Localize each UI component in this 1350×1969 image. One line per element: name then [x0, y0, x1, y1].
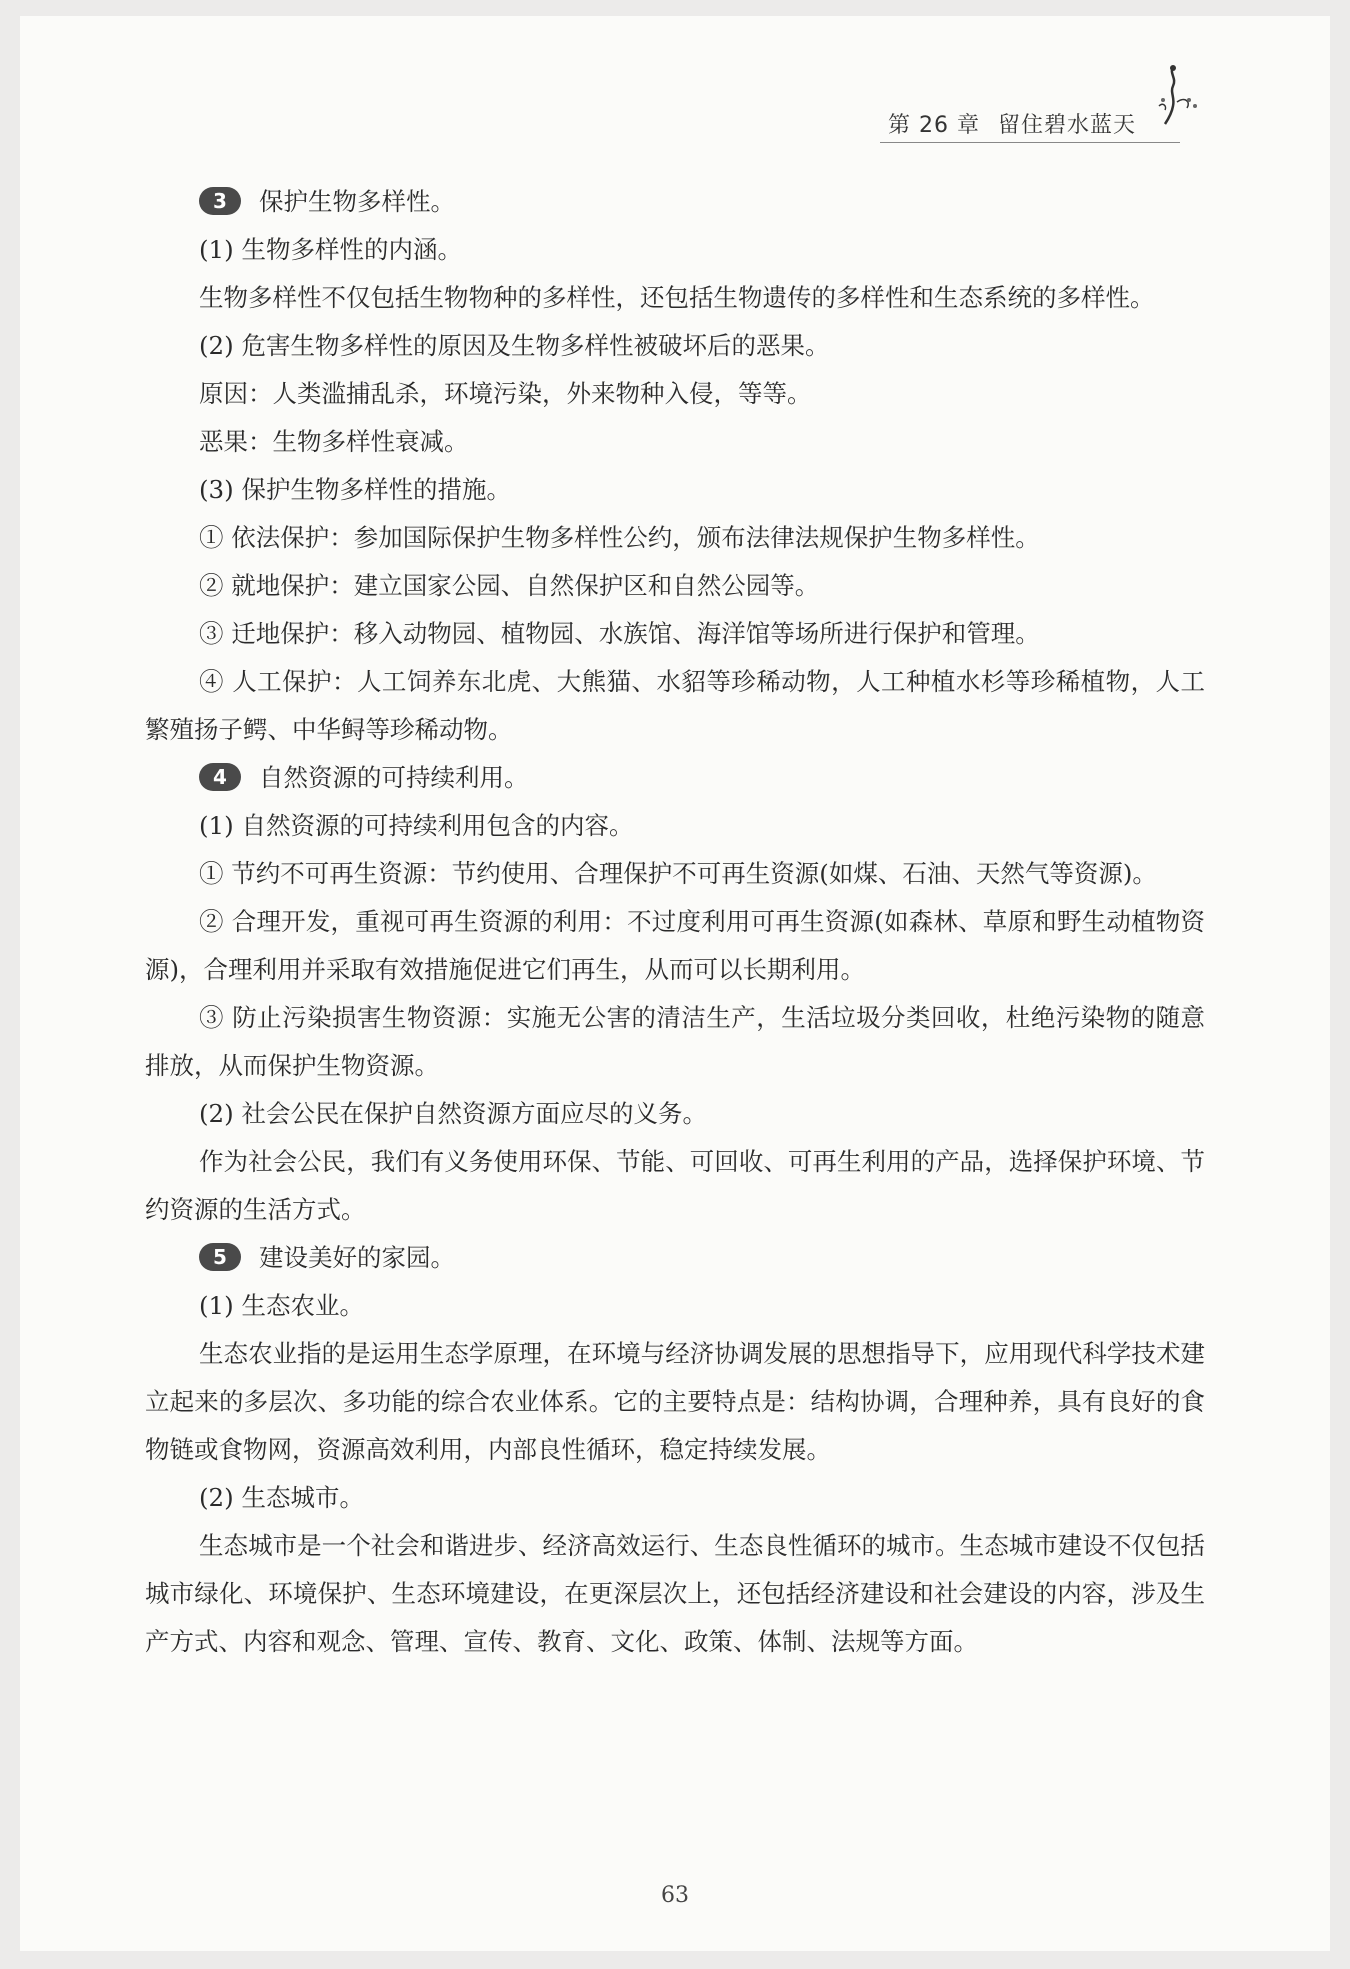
section-heading — [145, 1234, 1205, 1282]
header-divider — [880, 142, 1180, 143]
section-heading — [145, 754, 1205, 802]
paragraph: ③ 防止污染损害生物资源：实施无公害的清洁生产，生活垃圾分类回收，杜绝污染物的随意排放，从而保护生物资源。 — [145, 1003, 1205, 1080]
paragraph: ③ 迁地保护：移入动物园、植物园、水族馆、海洋馆等场所进行保护和管理。 — [199, 619, 1040, 648]
chapter-number: 第 26 章 — [888, 113, 980, 138]
paragraph: 作为社会公民，我们有义务使用环保、节能、可回收、可再生利用的产品，选择保护环境、节约资源的生活方式。 — [145, 1147, 1205, 1224]
paragraph: 生态农业指的是运用生态学原理，在环境与经济协调发展的思想指导下，应用现代科学技术建立起来的多层次、多功能的综合农业体系。它的主要特点是：结构协调，合理种养，具有良好的食物链或食物网，资源高效利用，内部良性循环，稳定持续发展。 — [145, 1339, 1205, 1464]
paragraph: (2) 危害生物多样性的原因及生物多样性被破坏后的恶果。 — [199, 331, 830, 360]
paragraph: ② 合理开发，重视可再生资源的利用：不过度利用可再生资源(如森林、草原和野生动植物资源)，合理利用并采取有效措施促进它们再生，从而可以长期利用。 — [145, 907, 1205, 984]
paragraph: (1) 自然资源的可持续利用包含的内容。 — [199, 811, 634, 840]
section-title: 保护生物多样性。 — [259, 187, 455, 216]
decorative-ornament-icon — [1155, 62, 1205, 142]
section-title: 自然资源的可持续利用。 — [259, 763, 529, 792]
paragraph: (1) 生态农业。 — [199, 1291, 364, 1320]
paragraph: (2) 生态城市。 — [199, 1483, 364, 1512]
paragraph: (3) 保护生物多样性的措施。 — [199, 475, 511, 504]
paragraph: 原因：人类滥捕乱杀，环境污染，外来物种入侵，等等。 — [199, 379, 812, 408]
section-title: 建设美好的家园。 — [259, 1243, 455, 1272]
paragraph: 生物多样性不仅包括生物物种的多样性，还包括生物遗传的多样性和生态系统的多样性。 — [199, 283, 1155, 312]
paragraph: (2) 社会公民在保护自然资源方面应尽的义务。 — [199, 1099, 707, 1128]
chapter-title: 留住碧水蓝天 — [997, 113, 1136, 138]
section-number-badge: 5 — [199, 1243, 241, 1271]
section-number-badge: 4 — [199, 763, 241, 791]
paragraph: 生态城市是一个社会和谐进步、经济高效运行、生态良性循环的城市。生态城市建设不仅包括城市绿化、环境保护、生态环境建设，在更深层次上，还包括经济建设和社会建设的内容，涉及生产方式、内容和观念、管理、宣传、教育、文化、政策、体制、法规等方面。 — [145, 1531, 1205, 1656]
paragraph: ④ 人工保护：人工饲养东北虎、大熊猫、水貂等珍稀动物，人工种植水杉等珍稀植物，人工繁殖扬子鳄、中华鲟等珍稀动物。 — [145, 667, 1205, 744]
paragraph: ① 节约不可再生资源：节约使用、合理保护不可再生资源(如煤、石油、天然气等资源)。 — [199, 859, 1157, 888]
paragraph: ① 依法保护：参加国际保护生物多样性公约，颁布法律法规保护生物多样性。 — [199, 523, 1040, 552]
paragraph: ② 就地保护：建立国家公园、自然保护区和自然公园等。 — [199, 571, 820, 600]
running-header — [888, 108, 1136, 139]
page-number: 63 — [661, 1883, 689, 1908]
paragraph: 恶果：生物多样性衰减。 — [199, 427, 469, 456]
body-text — [145, 178, 1205, 1666]
paragraph: (1) 生物多样性的内涵。 — [199, 235, 462, 264]
section-number-badge: 3 — [199, 187, 241, 215]
section-heading — [145, 178, 1205, 226]
